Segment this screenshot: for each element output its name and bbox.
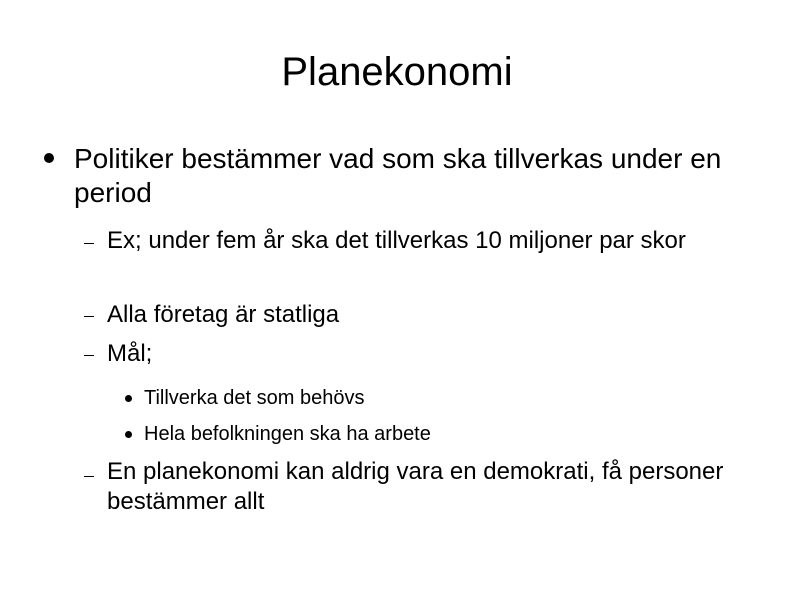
dash-icon	[84, 316, 94, 317]
bullet-icon	[125, 395, 132, 402]
bullet-item-politiker: Politiker bestämmer vad som ska tillverkas under en period	[74, 143, 722, 208]
sub-sub-item-arbete: Hela befolkningen ska ha arbete	[144, 423, 431, 445]
sub-item-demokrati: En planekonomi kan aldrig vara en demokrati, få personer bestämmer allt	[107, 458, 724, 515]
bullet-icon	[125, 431, 132, 438]
bullet-icon	[44, 153, 54, 163]
dash-icon	[84, 355, 94, 356]
slide-title: Planekonomi	[281, 50, 513, 94]
dash-icon	[84, 476, 94, 477]
sub-sub-item-tillverka: Tillverka det som behövs	[144, 387, 365, 409]
sub-item-foretag: Alla företag är statliga	[107, 301, 340, 328]
dash-icon	[84, 243, 94, 244]
sub-item-example: Ex; under fem år ska det tillverkas 10 miljoner par skor	[107, 227, 686, 254]
sub-item-mal: Mål;	[107, 340, 153, 367]
